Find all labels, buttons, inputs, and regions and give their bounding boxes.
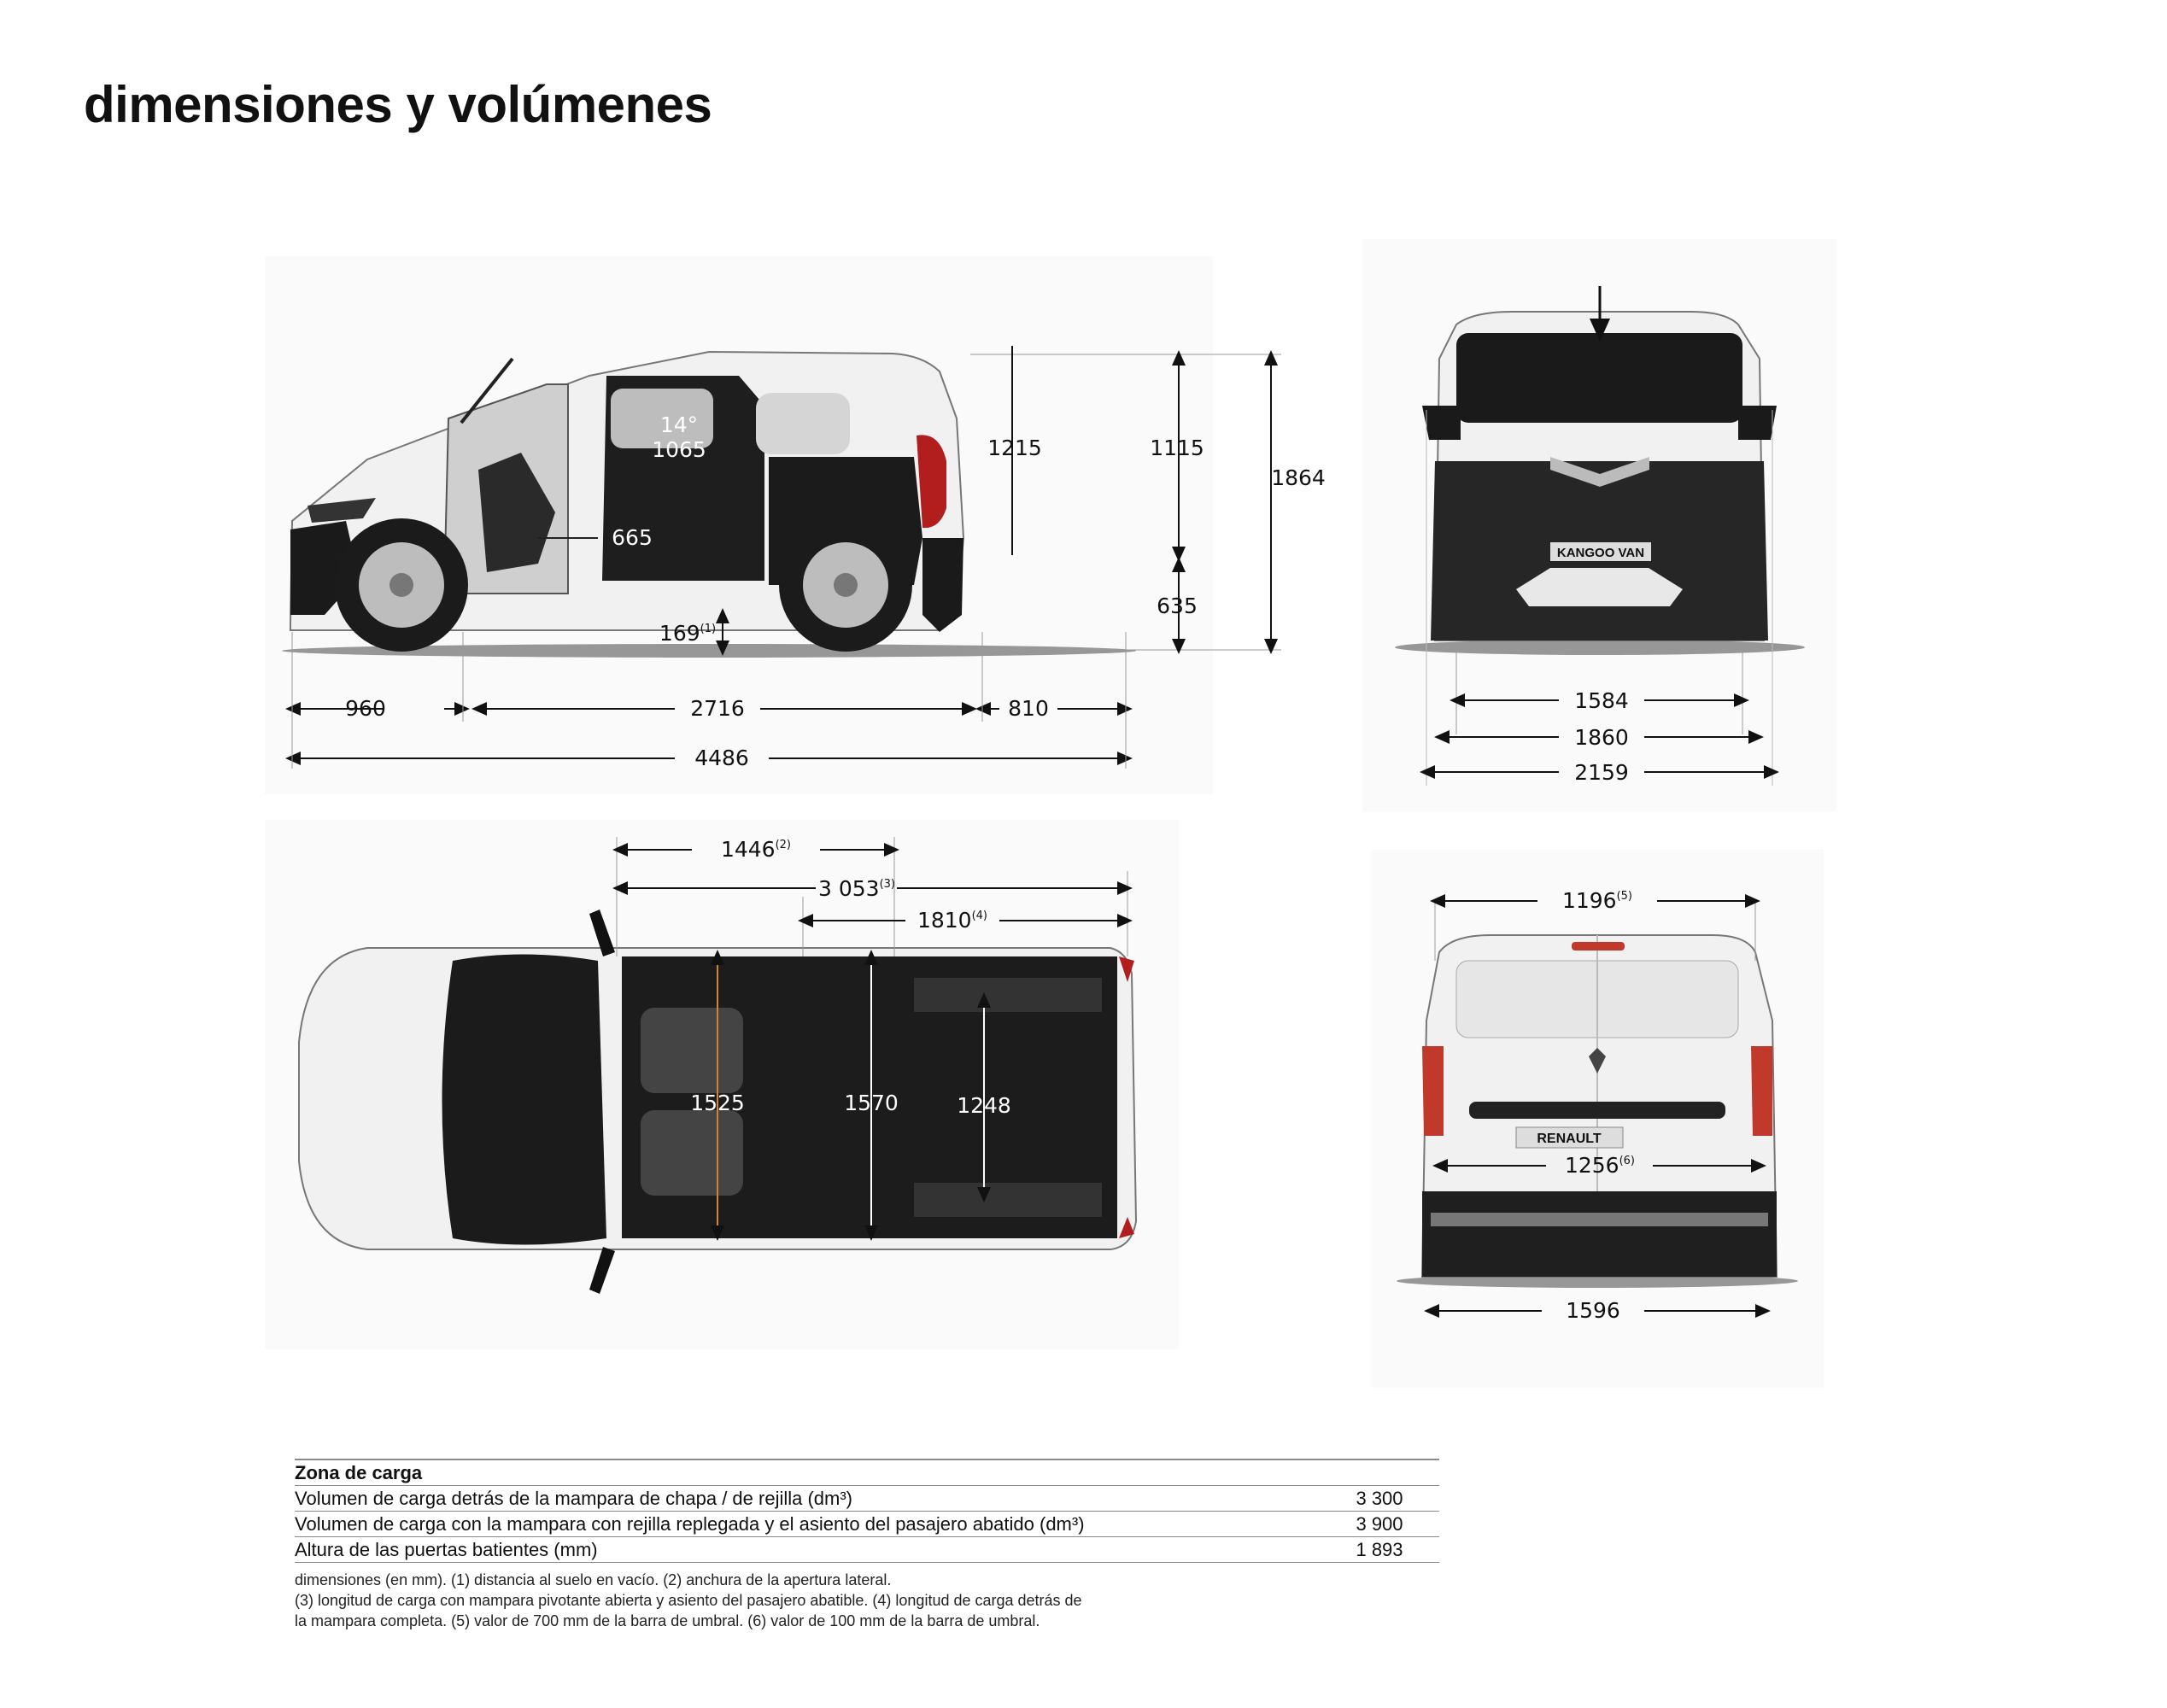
cargo-table xyxy=(295,1459,1439,1563)
rear-opening-bottom-label: 1256$^{(6)}$ xyxy=(1564,1153,1636,1178)
load-length-closed-label: 1810$^{(4)}$ xyxy=(917,908,988,933)
front-width-label: 1525 xyxy=(690,1091,745,1115)
table-row-label: Volumen de carga con la mampara con rejilla replegada y el asiento del pasajero abatido (dm³) xyxy=(295,1512,1320,1537)
ground-clearance-label: 169$^{(1)}$ xyxy=(659,621,717,646)
cargo-height-label: 1115 xyxy=(1150,436,1204,460)
brand-plate-text: RENAULT xyxy=(1537,1132,1602,1146)
mirror-bottom xyxy=(589,1247,615,1294)
load-length-open-label: 3 053$^{(3)}$ xyxy=(818,876,895,901)
max-width-label: 1570 xyxy=(844,1091,899,1115)
footnote-line: la mampara completa. (5) valor de 700 mm de la barra de umbral. (6) valor de 100 mm de la barra de umbral. xyxy=(295,1612,1040,1629)
side-view-drawing xyxy=(265,256,1326,794)
left-tail-light xyxy=(1422,1046,1444,1136)
body-width-label: 1860 xyxy=(1574,725,1629,750)
rear-bumper xyxy=(922,538,963,632)
sill-height-label: 635 xyxy=(1157,594,1198,618)
table-row-label: Volumen de carga detrás de la mampara de chapa / de rejilla (dm³) xyxy=(295,1486,1320,1512)
top-view-drawing xyxy=(265,820,1179,1349)
rear-track-label: 1596 xyxy=(1566,1298,1620,1323)
rear-wheel xyxy=(779,518,912,652)
rear-handle-bar xyxy=(1469,1102,1725,1119)
footnote-line: (3) longitud de carga con mampara pivotante abierta y asiento del pasajero abatible. (4) longitud de carga detrás de xyxy=(295,1592,1082,1609)
side-door-opening-label: 1446$^{(2)}$ xyxy=(720,837,792,862)
seat-length-label: 1065 xyxy=(652,437,706,462)
wheel-arch-top xyxy=(914,978,1102,1012)
rear-view-panel xyxy=(1371,850,1824,1388)
front-seat-left xyxy=(641,1008,743,1093)
rear-view-drawing xyxy=(1371,850,1824,1388)
table-row xyxy=(295,1486,1439,1512)
lower-grille-frame xyxy=(1516,568,1683,606)
wheelbase-label: 2716 xyxy=(690,696,745,721)
front-seat-right xyxy=(641,1110,743,1196)
width-with-mirrors-label: 2159 xyxy=(1574,760,1629,785)
total-length-label: 4486 xyxy=(694,746,749,770)
right-mirror xyxy=(1738,406,1777,440)
step-bar xyxy=(1431,1213,1768,1226)
rear-opening-height-label: 1215 xyxy=(987,436,1042,460)
footnotes xyxy=(295,1570,1286,1631)
wheel-arch-bottom xyxy=(914,1183,1102,1217)
side-view-panel xyxy=(265,256,1326,794)
front-track-label: 1584 xyxy=(1574,688,1629,713)
rear-opening-top-label: 1196$^{(5)}$ xyxy=(1561,888,1633,913)
table-row-value: 3 900 xyxy=(1320,1512,1439,1537)
left-mirror xyxy=(1422,406,1461,440)
table-row xyxy=(295,1537,1439,1563)
top-view-panel xyxy=(265,820,1179,1349)
windshield-roof xyxy=(442,955,607,1245)
rear-overhang-label: 810 xyxy=(1008,696,1049,721)
footnote-line: dimensiones (en mm). (1) distancia al suelo en vacío. (2) anchura de la apertura lateral. xyxy=(295,1571,892,1588)
front-view-drawing xyxy=(1362,239,1836,811)
rear-bumper-lower xyxy=(1422,1191,1777,1277)
total-height-label: 1864 xyxy=(1271,465,1326,490)
front-wheel xyxy=(335,518,468,652)
seat-angle-label: 14° xyxy=(659,412,699,437)
front-overhang-label: 960 xyxy=(345,696,386,721)
model-badge-text: KANGOO VAN xyxy=(1556,546,1645,560)
table-header: Zona de carga xyxy=(295,1459,1439,1486)
table-row xyxy=(295,1512,1439,1537)
third-brake-light xyxy=(1572,942,1625,951)
right-tail-light xyxy=(1751,1046,1772,1136)
width-between-arches-label: 1248 xyxy=(957,1093,1011,1118)
table-row-value: 3 300 xyxy=(1320,1486,1439,1512)
page-title: dimensiones y volúmenes xyxy=(84,76,712,133)
table-header-row xyxy=(295,1459,1439,1486)
rear-side-window xyxy=(756,393,850,454)
table-row-value: 1 893 xyxy=(1320,1537,1439,1563)
seat-distance-label: 665 xyxy=(612,525,653,550)
front-view-panel xyxy=(1362,239,1836,811)
table-row-label: Altura de las puertas batientes (mm) xyxy=(295,1537,1320,1563)
windshield xyxy=(1456,333,1742,423)
